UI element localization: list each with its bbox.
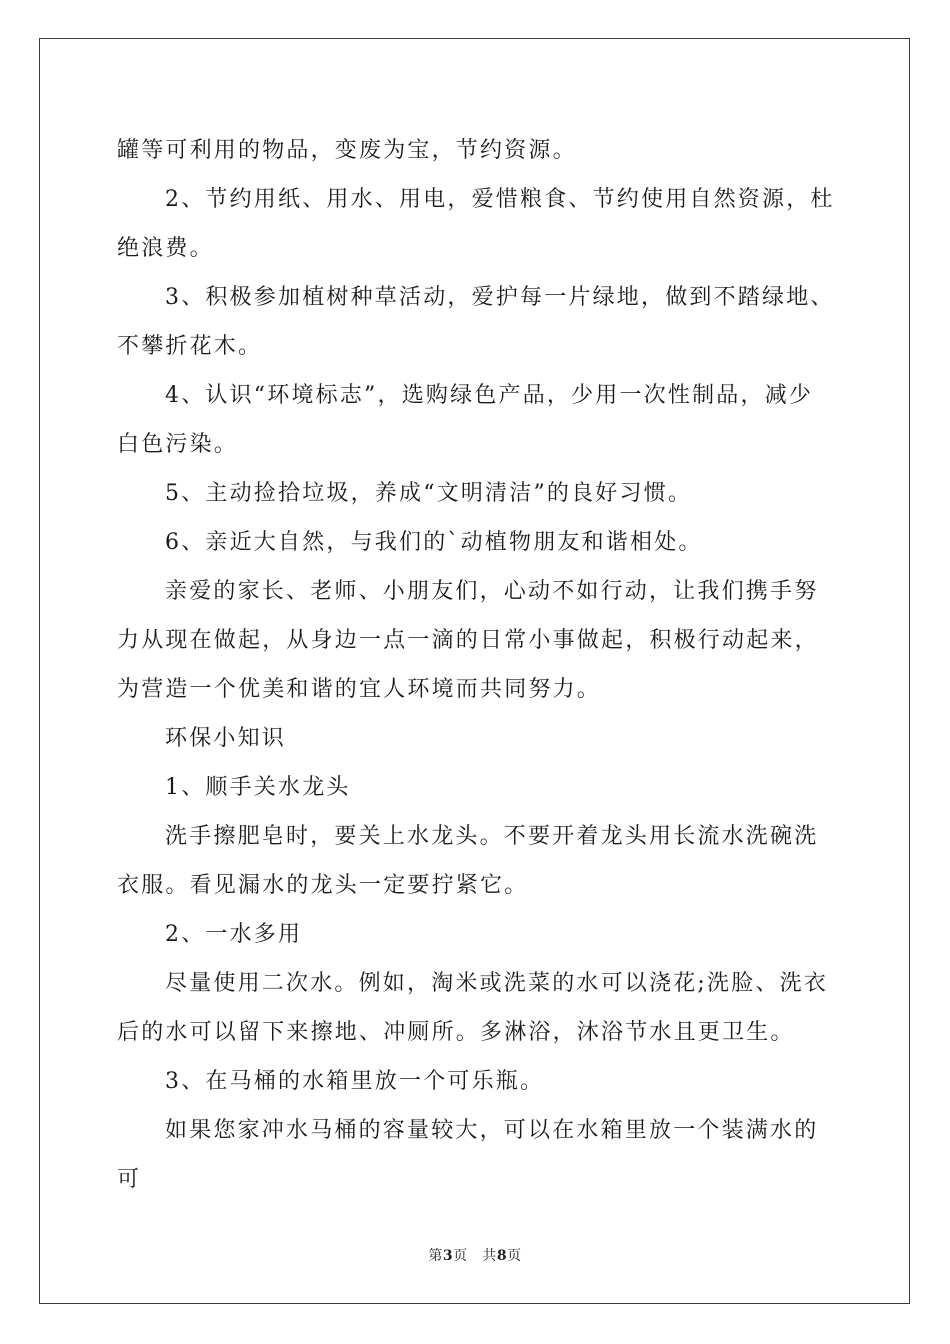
- paragraph: 洗手擦肥皂时，要关上水龙头。不要开着龙头用长流水洗碗洗衣服。看见漏水的龙头一定要拧紧它。: [117, 824, 819, 898]
- paragraph: 亲爱的家长、老师、小朋友们，心动不如行动，让我们携手努力从现在做起，从身边一点一滴的日常小事做起，积极行动起来，为营造一个优美和谐的宜人环境而共同努力。: [117, 579, 819, 702]
- paragraph: 2、节约用纸、用水、用电，爱惜粮食、节约使用自然资源，杜绝浪费。: [117, 187, 835, 261]
- paragraph: 尽量使用二次水。例如，淘米或洗菜的水可以浇花;洗脸、洗衣后的水可以留下来擦地、冲厕所。多淋浴，沐浴节水且更卫生。: [117, 971, 829, 1045]
- paragraph: 如果您家冲水马桶的容量较大，可以在水箱里放一个装满水的可: [117, 1118, 819, 1192]
- page-unit: 页: [453, 1248, 468, 1264]
- section-heading: 环保小知识: [165, 726, 287, 751]
- total-unit: 页: [507, 1248, 522, 1264]
- paragraph: 1、顺手关水龙头: [165, 775, 351, 800]
- page-prefix: 第: [428, 1248, 443, 1264]
- total-pages: 8: [496, 1248, 508, 1264]
- paragraph: 5、主动捡拾垃圾，养成“文明清洁”的良好习惯。: [165, 481, 693, 506]
- paragraph: 2、一水多用: [165, 922, 303, 947]
- document-body: [117, 126, 837, 1204]
- paragraph: 3、积极参加植树种草活动，爱护每一片绿地，做到不踏绿地、不攀折花木。: [117, 285, 835, 359]
- page-number: 3: [442, 1248, 454, 1264]
- paragraph: 3、在马桶的水箱里放一个可乐瓶。: [165, 1069, 545, 1094]
- page-footer: [0, 1245, 950, 1265]
- paragraph: 罐等可利用的物品，变废为宝，节约资源。: [117, 138, 577, 163]
- paragraph: 4、认识“环境标志”，选购绿色产品，少用一次性制品，减少白色污染。: [117, 383, 814, 457]
- total-prefix: 共: [482, 1248, 497, 1264]
- paragraph: 6、亲近大自然，与我们的`动植物朋友和谐相处。: [165, 530, 703, 555]
